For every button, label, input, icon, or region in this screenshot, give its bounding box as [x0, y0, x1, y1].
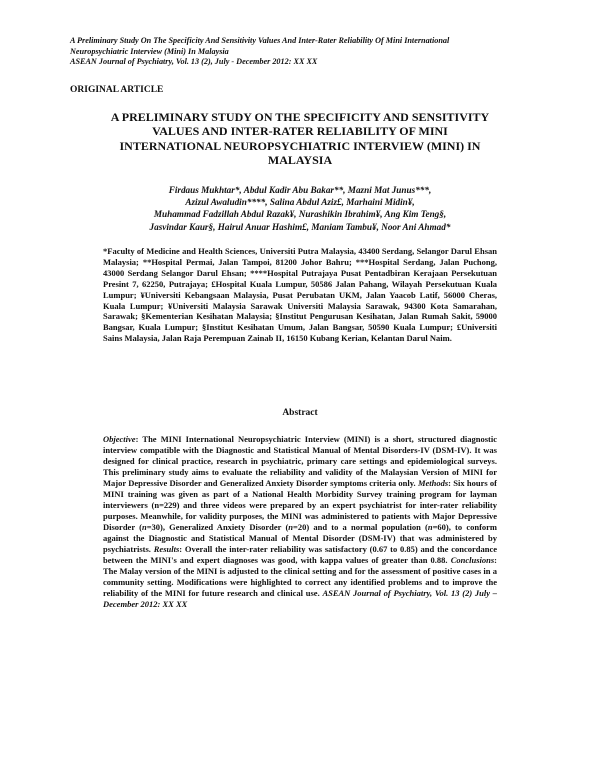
author: Hairul Anuar Hashim£, — [217, 221, 310, 232]
running-header-line: A Preliminary Study On The Specificity And Sensitivity Values And Inter-Rater Reliability Of Mini International — [70, 36, 450, 45]
running-header-line: Neuropsychiatric Interview (Mini) In Malaysia — [70, 46, 229, 56]
n-symbol: n — [427, 522, 433, 532]
author: Nurashikin Ibrahim¥, — [298, 209, 383, 220]
objective-text: : The MINI International Neuropsychiatric Interview (MINI) is a short, structured diagnostic interview compatible with the Diagnostic and Statistical Manual of Mental Disorders-IV (DSM-IV). It was designed for clinical practice, research in psychiatric, primary care settings and epidemiological surveys. This preliminary study aims to evaluate the reliability and validity of the Malaysian Version of MINI for Major Depressive Disorder and Generalized Anxiety Disorder symptoms criteria only. — [103, 434, 497, 488]
author: Maniam Tambu¥, — [311, 221, 379, 232]
author: Abdul Kadir Abu Bakar**, — [243, 185, 346, 195]
author: Ang Kim Teng§, — [384, 209, 447, 220]
author: Mazni Mat Junus***, — [347, 185, 432, 195]
author: Jasvindar Kaur§, — [149, 221, 216, 232]
abstract-body — [103, 434, 497, 610]
objective-label: Objective — [103, 434, 136, 444]
methods-text: : Six hours of MINI training was given as part of a National Health Morbidity Survey training program for layman interviewers (n=229) and three videos were prepared by an expert psychiatrist for inter-rater reliability purposes. Meanwhile, for validity purposes, the MINI was administered to patients with Major Depressive Disorder ( — [103, 478, 497, 532]
conclusions-text: : The Malay version of the MINI is adjusted to the clinical setting and for the assessment of positive cases in a community setting. Modifications were highlighted to correct any identified problems and to improve the reliability of the MINI for future research and clinical use. — [103, 555, 497, 598]
author: Muhammad Fadzillah Abdul Razak¥, — [153, 209, 297, 220]
abstract-heading: Abstract — [282, 408, 318, 418]
running-header-journal: ASEAN Journal of Psychiatry, Vol. 13 (2), July - December 2012: XX XX — [70, 57, 318, 66]
methods-text: =60), to conform against the Diagnostic and Statistical Manual of Mental Disorder (DSM-IV) that was administered by psychiatrists. — [103, 522, 498, 554]
author: Salina Abdul Aziz£, — [269, 197, 344, 208]
methods-text: =20) and to a normal population ( — [293, 522, 428, 532]
methods-text: =30), Generalized Anxiety Disorder ( — [146, 522, 289, 532]
section-label: ORIGINAL ARTICLE — [70, 85, 164, 95]
n-symbol: n — [141, 522, 147, 532]
n-symbol: n — [288, 522, 294, 532]
affiliations: *Faculty of Medicine and Health Sciences, Universiti Putra Malaysia, 43400 Serdang, Selangor Darul Ehsan Malaysia; **Hospital Permai, Jalan Tampoi, 81200 Johor Bahru; ***Hospital Serdang, Jalan Puchong, 43000 Serdang Selangor Darul Ehsan; ****Hospital Putrajaya Pusat Pentadbiran Kerajaan Persekutuan Presint 7, 62250, Putrajaya; £Hospital Kuala Lumpur, 50586 Jalan Pahang, Wilayah Persekutuan Kuala Lumpur; ¥Universiti Kebangsaan Malaysia, Pusat Perubatan UKM, Jalan Yaacob Latif, 56000 Cheras, Kuala Lumpur; ¥Universiti Malaysia Sarawak Universiti Malaysia Sarawak, 94300 Kota Samarahan, Sarawak; §Kementerian Kesihatan Malaysia; §Institut Pengurusan Kesihatan, Jalan Rumah Sakit, 59000 Bangsar, Kuala Lumpur; §Institut Kesihatan Umum, Jalan Bangsar, 50590 Kuala Lumpur; £Universiti Sains Malaysia, Jalan Raja Perempuan Zainab II, 16150 Kubang Kerian, Kelantan Darul Naim. — [103, 246, 497, 344]
methods-label: Methods — [417, 478, 449, 488]
author: Noor Ani Ahmad* — [381, 221, 451, 232]
results-label: Results — [153, 544, 180, 554]
conclusions-label: Conclusions — [450, 555, 495, 565]
article-title: A PRELIMINARY STUDY ON THE SPECIFICITY AND SENSITIVITY VALUES AND INTER-RATER RELIABILITY OF MINI INTERNATIONAL NEUROPSYCHIATRIC INTERVIEW (MINI) IN MALAYSIA — [110, 110, 490, 168]
running-header — [70, 36, 550, 68]
author-list — [104, 184, 496, 233]
author: Marhaini Midin¥, — [346, 197, 415, 208]
results-text: : Overall the inter-rater reliability was satisfactory (0.67 to 0.85) and the concordance between the MINI's and expert diagnoses was good, with kappa values of greater than 0.88. — [103, 544, 498, 565]
author: Firdaus Mukhtar*, — [168, 185, 242, 195]
abstract-citation: ASEAN Journal of Psychiatry, Vol. 13 (2) July – December 2012: XX XX — [103, 588, 497, 609]
author: Azizul Awaludin****, — [185, 197, 268, 208]
